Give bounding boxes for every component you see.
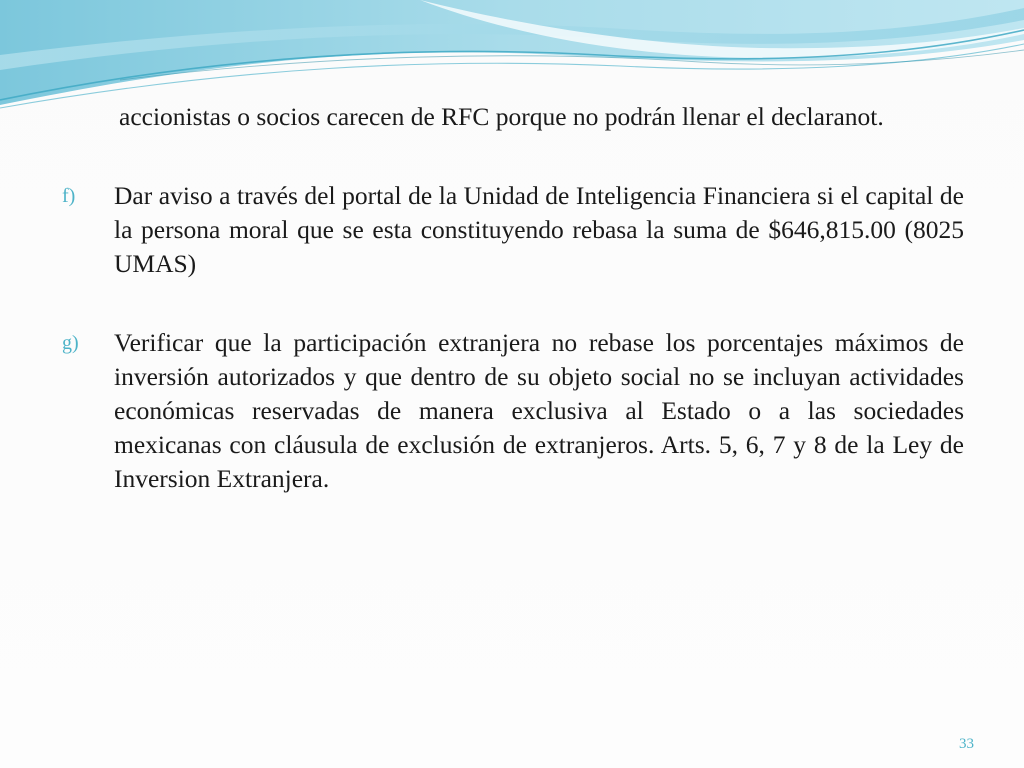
list-marker: f) bbox=[62, 185, 76, 207]
paragraph-text: Dar aviso a través del portal de la Unidad de Inteligencia Financiera si el capital de la persona moral que se esta constituyendo rebasa la suma de $646,815.00 (8025 UMAS) bbox=[114, 181, 964, 278]
paragraph-continuation bbox=[62, 100, 964, 134]
paragraph-text: accionistas o socios carecen de RFC porque no podrán llenar el declaranot. bbox=[119, 102, 884, 131]
paragraph-text: Verificar que la participación extranjera no rebase los porcentajes máximos de inversión autorizados y que dentro de su objeto social no se incluyan actividades económicas reservadas de manera exclusiva al Estado o a las sociedades mexicanas con cláusula de exclusión de extranjeros. Arts. 5, 6, 7 y 8 de la Ley de Inversion Extranjera. bbox=[114, 328, 964, 493]
slide-body-text bbox=[62, 100, 964, 496]
page-number: 33 bbox=[959, 736, 974, 752]
list-item-f bbox=[62, 179, 964, 281]
list-marker: g) bbox=[62, 332, 79, 354]
list-item-g bbox=[62, 326, 964, 496]
